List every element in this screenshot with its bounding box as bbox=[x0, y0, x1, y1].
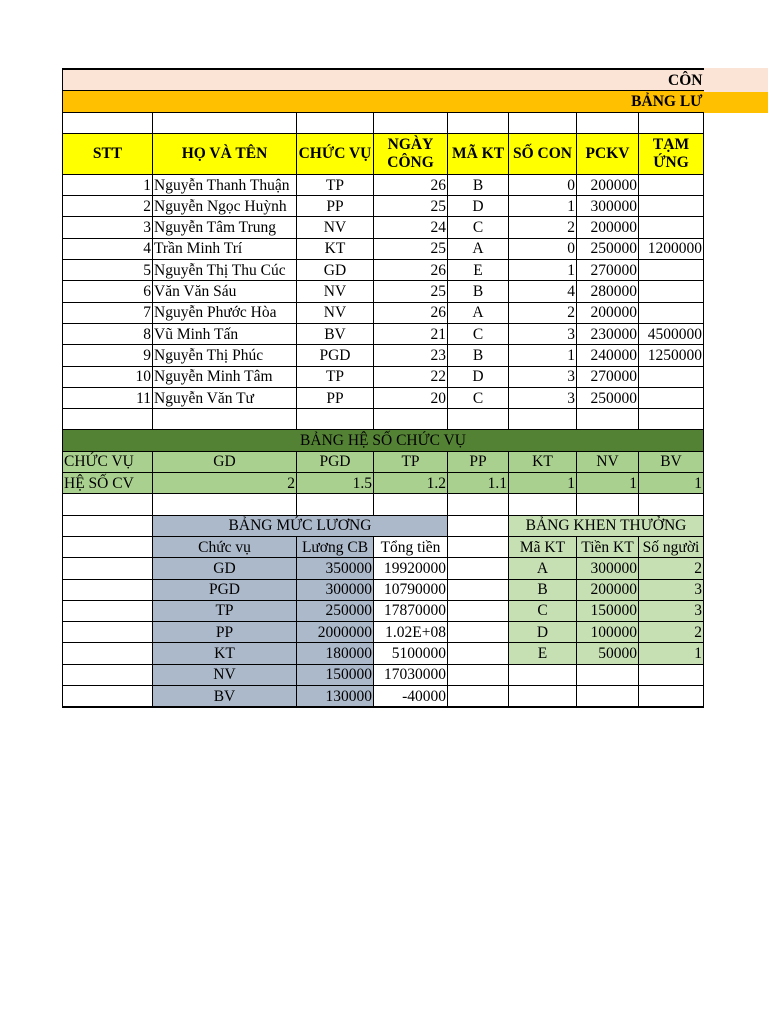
stt-cell[interactable]: 10 bbox=[63, 366, 153, 387]
advance-cell[interactable] bbox=[639, 196, 704, 217]
bonus-amount-cell[interactable]: 200000 bbox=[577, 579, 639, 600]
stt-cell[interactable]: 8 bbox=[63, 323, 153, 344]
children-cell[interactable]: 3 bbox=[509, 366, 577, 387]
blank-cell[interactable] bbox=[153, 494, 297, 515]
bonus-count-cell[interactable]: 3 bbox=[639, 579, 704, 600]
coef-position-bv[interactable]: BV bbox=[639, 451, 704, 472]
salary-col-total[interactable]: Tổng tiền bbox=[374, 536, 448, 557]
coef-position-gd[interactable]: GD bbox=[153, 451, 297, 472]
name-cell[interactable]: Nguyễn Tâm Trung bbox=[153, 217, 297, 238]
position-cell[interactable]: KT bbox=[297, 238, 374, 259]
stt-cell[interactable]: 11 bbox=[63, 387, 153, 408]
header-so-con[interactable]: SỐ CON bbox=[509, 133, 577, 174]
position-cell[interactable]: NV bbox=[297, 302, 374, 323]
advance-cell[interactable]: 1200000 bbox=[639, 238, 704, 259]
blank-cell[interactable] bbox=[153, 112, 297, 133]
company-title: CÔN bbox=[63, 69, 704, 91]
bonus-code-cell[interactable]: A bbox=[448, 238, 509, 259]
table-row bbox=[63, 686, 704, 708]
coef-position-pgd[interactable]: PGD bbox=[297, 451, 374, 472]
coef-factor-cell[interactable]: 1.2 bbox=[374, 473, 448, 494]
workdays-cell[interactable]: 25 bbox=[374, 196, 448, 217]
salary-position-cell[interactable]: GD bbox=[153, 558, 297, 579]
blank-cell[interactable] bbox=[509, 664, 577, 685]
bonus-code-cell[interactable]: B bbox=[448, 345, 509, 366]
blank-cell[interactable] bbox=[63, 515, 153, 536]
salary-total-cell[interactable]: 19920000 bbox=[374, 558, 448, 579]
position-cell[interactable]: TP bbox=[297, 174, 374, 195]
bonus-count-cell[interactable]: 2 bbox=[639, 622, 704, 643]
title1-overflow bbox=[703, 68, 768, 92]
blank-cell[interactable] bbox=[639, 409, 704, 430]
salary-total-cell[interactable]: 17870000 bbox=[374, 600, 448, 621]
stt-cell[interactable]: 4 bbox=[63, 238, 153, 259]
position-cell[interactable]: BV bbox=[297, 323, 374, 344]
table-row bbox=[63, 579, 704, 600]
blank-cell[interactable] bbox=[63, 686, 153, 708]
table-row bbox=[63, 387, 704, 408]
salary-total-cell[interactable]: 5100000 bbox=[374, 643, 448, 664]
advance-cell[interactable]: 1250000 bbox=[639, 345, 704, 366]
allowance-cell[interactable]: 200000 bbox=[577, 174, 639, 195]
position-cell[interactable]: GD bbox=[297, 260, 374, 281]
bonus-code-cell[interactable]: B bbox=[448, 281, 509, 302]
children-cell[interactable]: 4 bbox=[509, 281, 577, 302]
table-row bbox=[63, 281, 704, 302]
blank-cell[interactable] bbox=[63, 579, 153, 600]
blank-cell[interactable] bbox=[374, 494, 448, 515]
coef-factor-cell[interactable]: 2 bbox=[153, 473, 297, 494]
blank-cell[interactable] bbox=[577, 494, 639, 515]
salary-base-cell[interactable]: 150000 bbox=[297, 664, 374, 685]
name-cell[interactable]: Trần Minh Trí bbox=[153, 238, 297, 259]
blank-cell[interactable] bbox=[448, 600, 509, 621]
blank-cell[interactable] bbox=[577, 409, 639, 430]
allowance-cell[interactable]: 270000 bbox=[577, 260, 639, 281]
workdays-cell[interactable]: 23 bbox=[374, 345, 448, 366]
blank-cell[interactable] bbox=[509, 686, 577, 708]
blank-cell[interactable] bbox=[63, 112, 153, 133]
salary-position-cell[interactable]: PGD bbox=[153, 579, 297, 600]
blank-cell[interactable] bbox=[448, 494, 509, 515]
coef-factor-cell[interactable]: 1.1 bbox=[448, 473, 509, 494]
bonus-col-count[interactable]: Số người bbox=[639, 536, 704, 557]
table-row bbox=[63, 345, 704, 366]
salary-base-cell[interactable]: 300000 bbox=[297, 579, 374, 600]
bonus-code-cell[interactable]: A bbox=[509, 558, 577, 579]
coef-position-nv[interactable]: NV bbox=[577, 451, 639, 472]
blank-cell[interactable] bbox=[448, 409, 509, 430]
blank-cell[interactable] bbox=[63, 536, 153, 557]
workdays-cell[interactable]: 20 bbox=[374, 387, 448, 408]
allowance-cell[interactable]: 200000 bbox=[577, 302, 639, 323]
allowance-cell[interactable]: 300000 bbox=[577, 196, 639, 217]
table-row bbox=[63, 664, 704, 685]
workdays-cell[interactable]: 26 bbox=[374, 260, 448, 281]
blank-cell[interactable] bbox=[153, 409, 297, 430]
salary-total-cell[interactable]: -40000 bbox=[374, 686, 448, 708]
name-cell[interactable]: Nguyễn Minh Tâm bbox=[153, 366, 297, 387]
bonus-count-cell[interactable]: 3 bbox=[639, 600, 704, 621]
salary-sheet bbox=[62, 68, 704, 708]
table-row bbox=[63, 643, 704, 664]
blank-cell[interactable] bbox=[639, 686, 704, 708]
allowance-cell[interactable]: 250000 bbox=[577, 238, 639, 259]
bonus-code-cell[interactable]: D bbox=[448, 366, 509, 387]
blank-cell[interactable] bbox=[63, 664, 153, 685]
blank-cell[interactable] bbox=[448, 664, 509, 685]
children-cell[interactable]: 0 bbox=[509, 238, 577, 259]
coef-table-title[interactable]: BẢNG HỆ SỐ CHỨC VỤ bbox=[63, 430, 704, 451]
allowance-cell[interactable]: 240000 bbox=[577, 345, 639, 366]
children-cell[interactable]: 3 bbox=[509, 387, 577, 408]
workdays-cell[interactable]: 21 bbox=[374, 323, 448, 344]
name-cell[interactable]: Nguyễn Thanh Thuận bbox=[153, 174, 297, 195]
bonus-amount-cell[interactable]: 100000 bbox=[577, 622, 639, 643]
blank-cell[interactable] bbox=[639, 112, 704, 133]
salary-position-cell[interactable]: KT bbox=[153, 643, 297, 664]
name-cell[interactable]: Nguyễn Thị Phúc bbox=[153, 345, 297, 366]
bonus-amount-cell[interactable]: 150000 bbox=[577, 600, 639, 621]
coef-factor-cell[interactable]: 1.5 bbox=[297, 473, 374, 494]
bonus-count-cell[interactable]: 2 bbox=[639, 558, 704, 579]
advance-cell[interactable]: 4500000 bbox=[639, 323, 704, 344]
blank-cell[interactable] bbox=[448, 536, 509, 557]
blank-cell[interactable] bbox=[448, 112, 509, 133]
advance-cell[interactable] bbox=[639, 174, 704, 195]
advance-cell[interactable] bbox=[639, 366, 704, 387]
bonus-code-cell[interactable]: A bbox=[448, 302, 509, 323]
bonus-code-cell[interactable]: D bbox=[509, 622, 577, 643]
header-chuc-vu[interactable]: CHỨC VỤ bbox=[297, 133, 374, 174]
position-cell[interactable]: TP bbox=[297, 366, 374, 387]
bonus-code-cell[interactable]: C bbox=[448, 387, 509, 408]
blank-cell[interactable] bbox=[63, 409, 153, 430]
stt-cell[interactable]: 1 bbox=[63, 174, 153, 195]
blank-cell[interactable] bbox=[639, 494, 704, 515]
bonus-code-cell[interactable]: E bbox=[509, 643, 577, 664]
coef-position-tp[interactable]: TP bbox=[374, 451, 448, 472]
table-row bbox=[63, 622, 704, 643]
table-row bbox=[63, 558, 704, 579]
blank-cell[interactable] bbox=[577, 664, 639, 685]
blank-cell[interactable] bbox=[63, 622, 153, 643]
blank-cell[interactable] bbox=[509, 494, 577, 515]
header-ho-ten[interactable]: HỌ VÀ TÊN bbox=[153, 133, 297, 174]
table-row bbox=[63, 238, 704, 259]
name-cell[interactable]: Vũ Minh Tấn bbox=[153, 323, 297, 344]
coef-factor-cell[interactable]: 1 bbox=[577, 473, 639, 494]
name-cell[interactable]: Nguyễn Văn Tư bbox=[153, 387, 297, 408]
advance-cell[interactable] bbox=[639, 217, 704, 238]
blank-cell[interactable] bbox=[448, 622, 509, 643]
coef-label-position[interactable]: CHỨC VỤ bbox=[63, 451, 153, 472]
blank-cell[interactable] bbox=[448, 515, 509, 536]
blank-cell[interactable] bbox=[374, 409, 448, 430]
blank-cell[interactable] bbox=[577, 112, 639, 133]
children-cell[interactable]: 1 bbox=[509, 196, 577, 217]
bonus-amount-cell[interactable]: 50000 bbox=[577, 643, 639, 664]
table-row bbox=[63, 302, 704, 323]
table-row bbox=[63, 600, 704, 621]
bonus-code-cell[interactable]: E bbox=[448, 260, 509, 281]
salary-base-cell[interactable]: 130000 bbox=[297, 686, 374, 708]
bonus-code-cell[interactable]: C bbox=[448, 217, 509, 238]
name-cell[interactable]: Văn Văn Sáu bbox=[153, 281, 297, 302]
stt-cell[interactable]: 5 bbox=[63, 260, 153, 281]
coef-factor-cell[interactable]: 1 bbox=[509, 473, 577, 494]
stt-cell[interactable]: 7 bbox=[63, 302, 153, 323]
salary-position-cell[interactable]: TP bbox=[153, 600, 297, 621]
name-cell[interactable]: Nguyễn Ngọc Huỳnh bbox=[153, 196, 297, 217]
table-row bbox=[63, 323, 704, 344]
bonus-code-cell[interactable]: C bbox=[448, 323, 509, 344]
workdays-cell[interactable]: 25 bbox=[374, 281, 448, 302]
bonus-code-cell[interactable]: C bbox=[509, 600, 577, 621]
position-cell[interactable]: PP bbox=[297, 196, 374, 217]
salary-col-position[interactable]: Chức vụ bbox=[153, 536, 297, 557]
blank-cell[interactable] bbox=[448, 686, 509, 708]
position-cell[interactable]: NV bbox=[297, 217, 374, 238]
coef-factor-cell[interactable]: 1 bbox=[639, 473, 704, 494]
workdays-cell[interactable]: 22 bbox=[374, 366, 448, 387]
salary-total-cell[interactable]: 10790000 bbox=[374, 579, 448, 600]
table-row bbox=[63, 217, 704, 238]
blank-cell[interactable] bbox=[448, 558, 509, 579]
salary-total-cell[interactable]: 17030000 bbox=[374, 664, 448, 685]
blank-cell[interactable] bbox=[509, 112, 577, 133]
advance-cell[interactable] bbox=[639, 260, 704, 281]
allowance-cell[interactable]: 270000 bbox=[577, 366, 639, 387]
allowance-cell[interactable]: 200000 bbox=[577, 217, 639, 238]
header-ma-kt[interactable]: MÃ KT bbox=[448, 133, 509, 174]
bonus-col-amount[interactable]: Tiền KT bbox=[577, 536, 639, 557]
table-row bbox=[63, 260, 704, 281]
salary-position-cell[interactable]: NV bbox=[153, 664, 297, 685]
coef-position-kt[interactable]: KT bbox=[509, 451, 577, 472]
blank-cell[interactable] bbox=[297, 112, 374, 133]
workdays-cell[interactable]: 26 bbox=[374, 302, 448, 323]
children-cell[interactable]: 0 bbox=[509, 174, 577, 195]
allowance-cell[interactable]: 250000 bbox=[577, 387, 639, 408]
stt-cell[interactable]: 3 bbox=[63, 217, 153, 238]
blank-cell[interactable] bbox=[297, 494, 374, 515]
header-pckv[interactable]: PCKV bbox=[577, 133, 639, 174]
table-row bbox=[63, 196, 704, 217]
stt-cell[interactable]: 9 bbox=[63, 345, 153, 366]
salary-table-title[interactable]: BẢNG MỨC LƯƠNG bbox=[153, 515, 448, 536]
bonus-table-title[interactable]: BẢNG KHEN THƯỞNG bbox=[509, 515, 704, 536]
salary-position-cell[interactable]: PP bbox=[153, 622, 297, 643]
bonus-code-cell[interactable]: B bbox=[509, 579, 577, 600]
sheet-title: BẢNG LƯ bbox=[63, 91, 704, 112]
children-cell[interactable]: 1 bbox=[509, 345, 577, 366]
salary-col-base[interactable]: Lương CB bbox=[297, 536, 374, 557]
blank-cell[interactable] bbox=[374, 112, 448, 133]
stt-cell[interactable]: 2 bbox=[63, 196, 153, 217]
position-cell[interactable]: NV bbox=[297, 281, 374, 302]
workdays-cell[interactable]: 26 bbox=[374, 174, 448, 195]
coef-position-pp[interactable]: PP bbox=[448, 451, 509, 472]
bonus-count-cell[interactable]: 1 bbox=[639, 643, 704, 664]
workdays-cell[interactable]: 25 bbox=[374, 238, 448, 259]
blank-cell[interactable] bbox=[509, 409, 577, 430]
salary-base-cell[interactable]: 180000 bbox=[297, 643, 374, 664]
stt-cell[interactable]: 6 bbox=[63, 281, 153, 302]
bonus-code-cell[interactable]: B bbox=[448, 174, 509, 195]
position-cell[interactable]: PP bbox=[297, 387, 374, 408]
allowance-cell[interactable]: 280000 bbox=[577, 281, 639, 302]
salary-total-cell[interactable]: 1.02E+08 bbox=[374, 622, 448, 643]
table-row bbox=[63, 366, 704, 387]
blank-cell[interactable] bbox=[63, 643, 153, 664]
workdays-cell[interactable]: 24 bbox=[374, 217, 448, 238]
bonus-code-cell[interactable]: D bbox=[448, 196, 509, 217]
salary-base-cell[interactable]: 350000 bbox=[297, 558, 374, 579]
header-tam-ung[interactable]: TẠM ỨNG bbox=[639, 133, 704, 174]
salary-base-cell[interactable]: 250000 bbox=[297, 600, 374, 621]
children-cell[interactable]: 3 bbox=[509, 323, 577, 344]
salary-position-cell[interactable]: BV bbox=[153, 686, 297, 708]
header-stt[interactable]: STT bbox=[63, 133, 153, 174]
blank-cell[interactable] bbox=[448, 579, 509, 600]
children-cell[interactable]: 1 bbox=[509, 260, 577, 281]
blank-cell[interactable] bbox=[63, 558, 153, 579]
position-cell[interactable]: PGD bbox=[297, 345, 374, 366]
children-cell[interactable]: 2 bbox=[509, 302, 577, 323]
bonus-amount-cell[interactable]: 300000 bbox=[577, 558, 639, 579]
blank-cell[interactable] bbox=[297, 409, 374, 430]
blank-cell[interactable] bbox=[577, 686, 639, 708]
bonus-col-code[interactable]: Mã KT bbox=[509, 536, 577, 557]
advance-cell[interactable] bbox=[639, 387, 704, 408]
blank-cell[interactable] bbox=[639, 664, 704, 685]
title2-overflow bbox=[703, 92, 768, 113]
salary-base-cell[interactable]: 2000000 bbox=[297, 622, 374, 643]
coef-label-factor[interactable]: HỆ SỐ CV bbox=[63, 473, 153, 494]
header-ngay-cong[interactable]: NGÀY CÔNG bbox=[374, 133, 448, 174]
blank-cell[interactable] bbox=[63, 600, 153, 621]
allowance-cell[interactable]: 230000 bbox=[577, 323, 639, 344]
blank-cell[interactable] bbox=[63, 494, 153, 515]
children-cell[interactable]: 2 bbox=[509, 217, 577, 238]
name-cell[interactable]: Nguyễn Phước Hòa bbox=[153, 302, 297, 323]
advance-cell[interactable] bbox=[639, 302, 704, 323]
name-cell[interactable]: Nguyễn Thị Thu Cúc bbox=[153, 260, 297, 281]
table-row bbox=[63, 174, 704, 195]
advance-cell[interactable] bbox=[639, 281, 704, 302]
blank-cell[interactable] bbox=[448, 643, 509, 664]
